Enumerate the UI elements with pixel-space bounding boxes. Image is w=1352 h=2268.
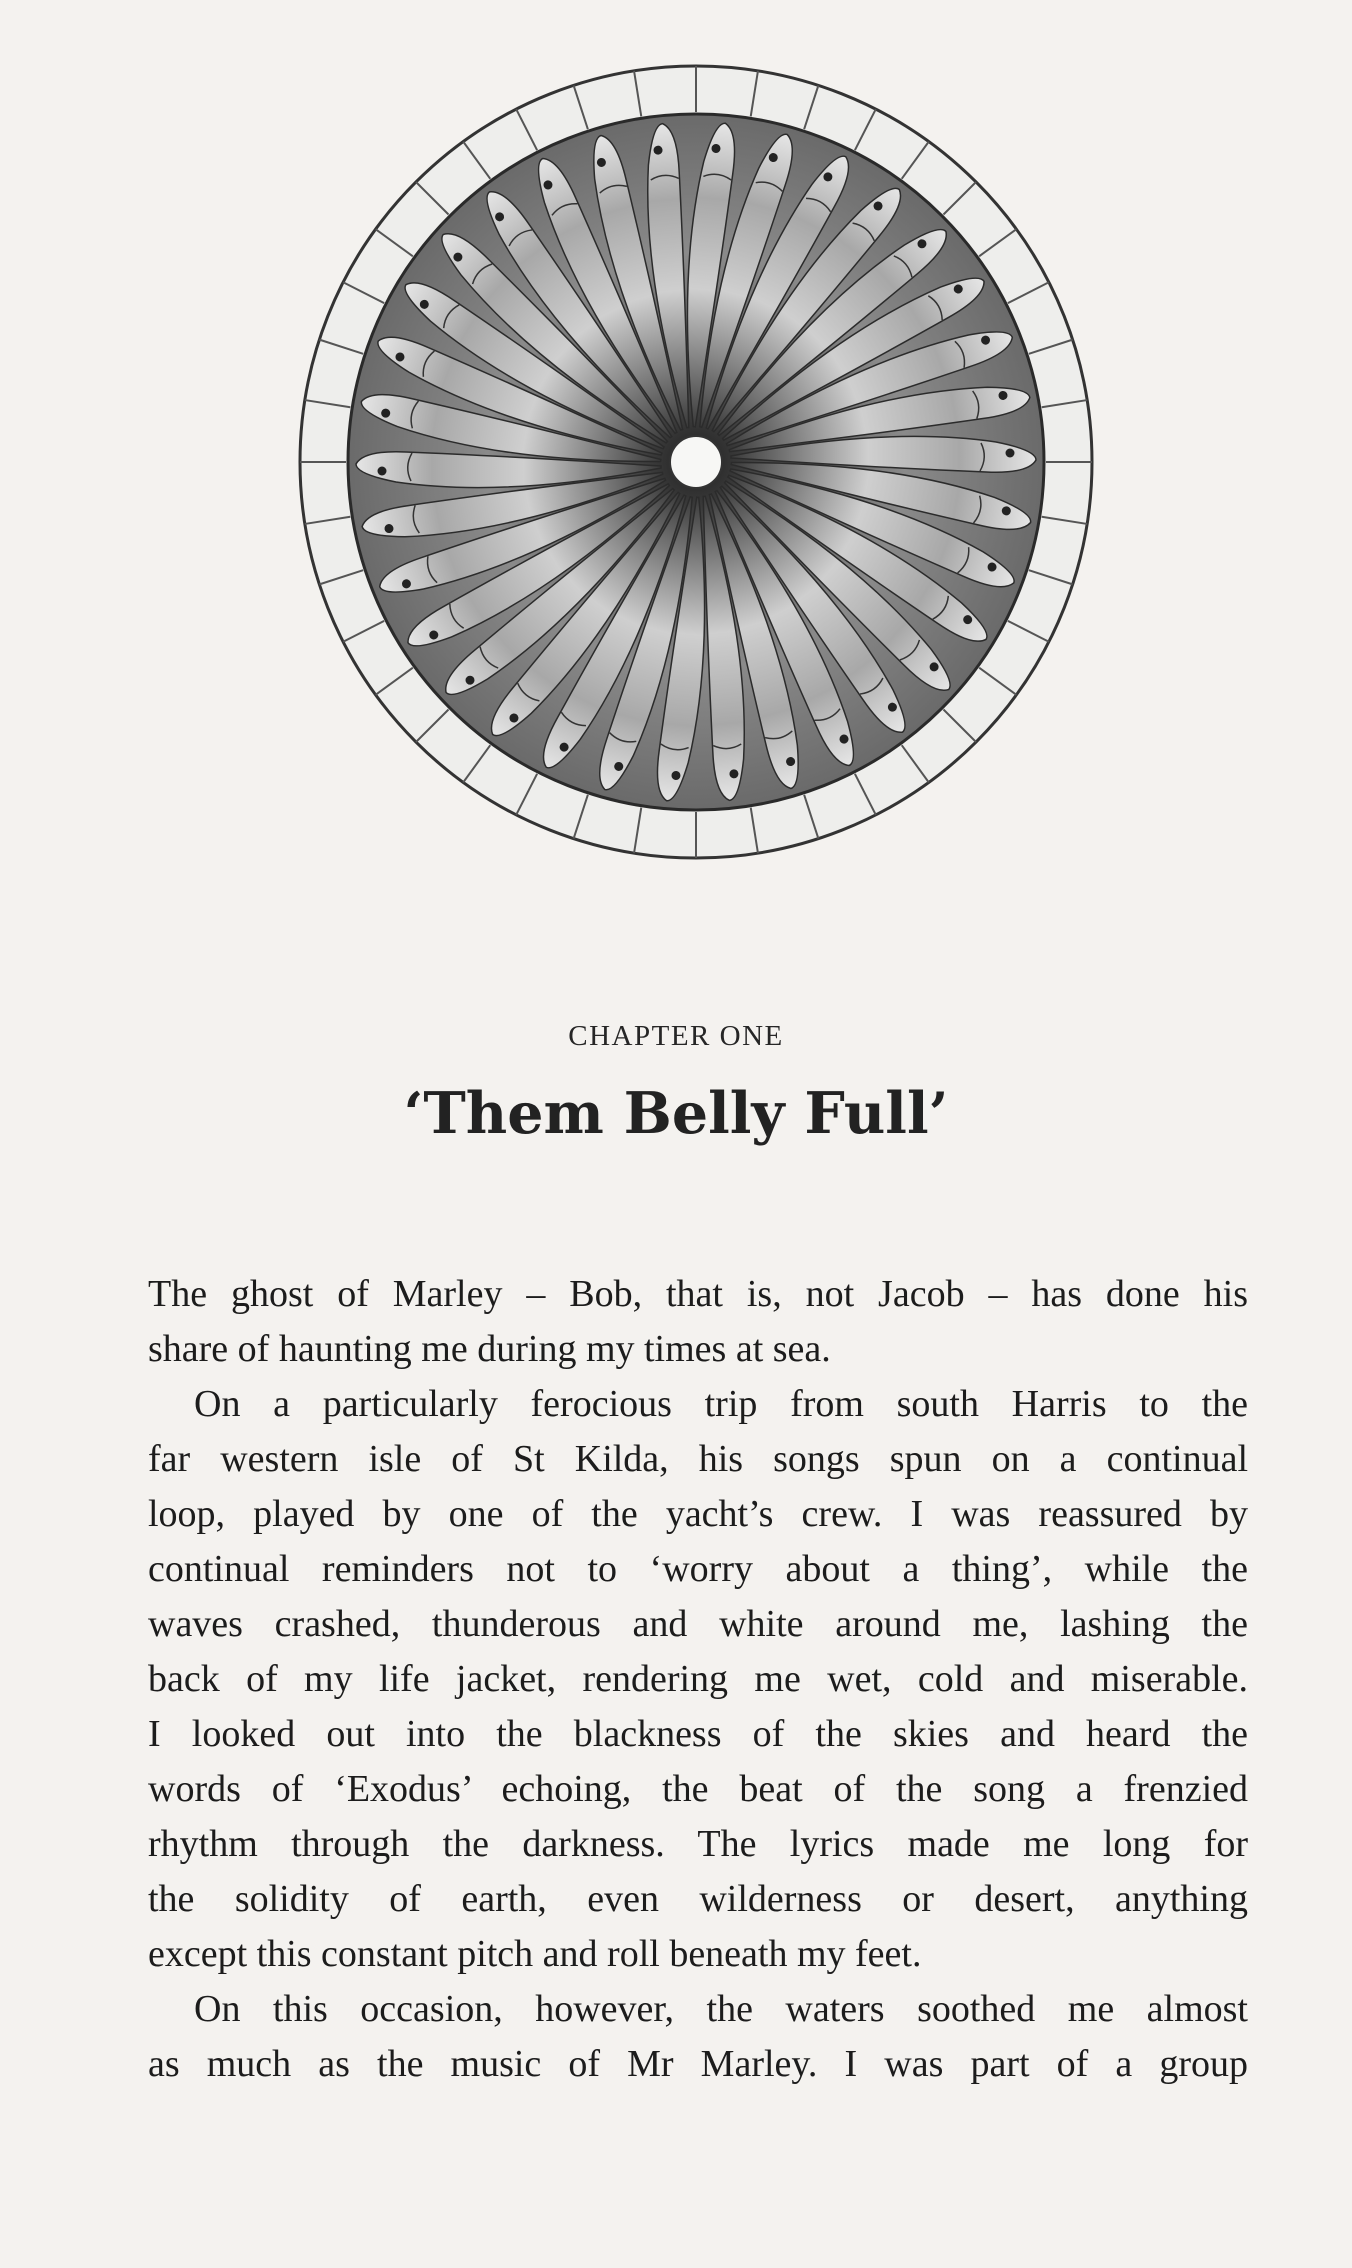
text-line: back of my life jacket, rendering me wet, cold and miserable. (148, 1658, 1248, 1700)
body-text (148, 1267, 1248, 2092)
text-line: On a particularly ferocious trip from south Harris to the (194, 1383, 1248, 1425)
text-line: loop, played by one of the yacht’s crew. I was reassured by (148, 1493, 1248, 1535)
paragraph-2 (148, 1377, 1248, 1982)
text-line: share of haunting me during my times at sea. (148, 1328, 831, 1370)
paragraph-3 (148, 1982, 1248, 2092)
chapter-title: ‘Them Belly Full’ (403, 1080, 949, 1147)
herring-barrel-illustration (296, 62, 1096, 862)
text-line: The ghost of Marley – Bob, that is, not Jacob – has done his (148, 1273, 1248, 1315)
text-line: words of ‘Exodus’ echoing, the beat of the song a frenzied (148, 1768, 1248, 1810)
text-line: except this constant pitch and roll beneath my feet. (148, 1933, 922, 1975)
text-line: On this occasion, however, the waters soothed me almost (194, 1988, 1248, 2030)
text-line: rhythm through the darkness. The lyrics made me long for (148, 1823, 1248, 1865)
text-line: the solidity of earth, even wilderness or desert, anything (148, 1878, 1248, 1920)
text-line: I looked out into the blackness of the skies and heard the (148, 1713, 1248, 1755)
text-line: continual reminders not to ‘worry about a thing’, while the (148, 1548, 1248, 1590)
text-line: waves crashed, thunderous and white around me, lashing the (148, 1603, 1248, 1645)
text-line: far western isle of St Kilda, his songs spun on a continual (148, 1438, 1248, 1480)
paragraph-1 (148, 1267, 1248, 1377)
chapter-label: CHAPTER ONE (568, 1020, 784, 1052)
text-line: as much as the music of Mr Marley. I was part of a group (148, 2043, 1248, 2085)
barrel-center-hole (670, 436, 722, 488)
